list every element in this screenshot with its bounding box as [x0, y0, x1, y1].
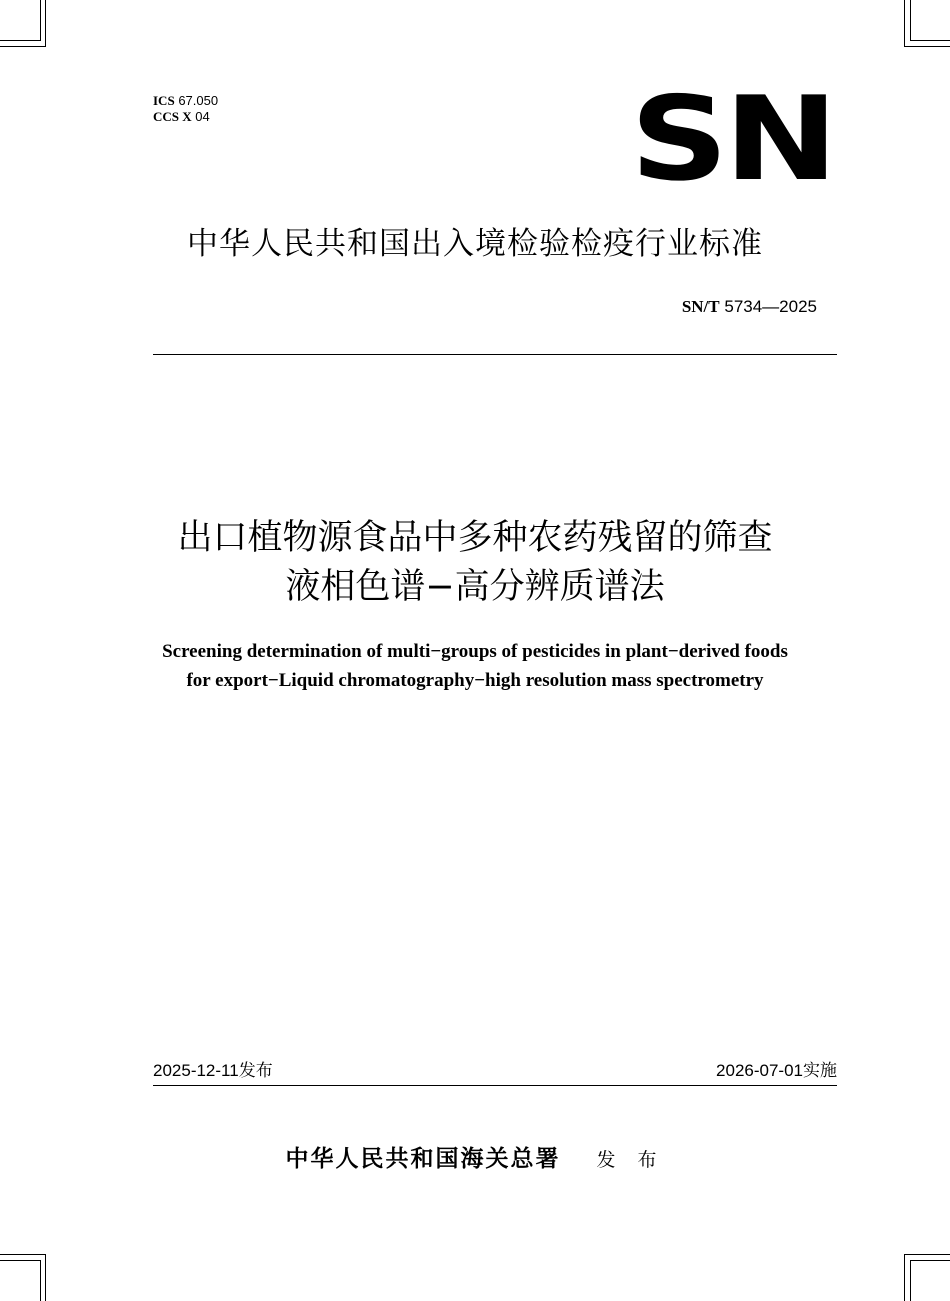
en-title-line-1: Screening determination of multi−groups of pesticides in plant−derived foods [162, 641, 788, 662]
classification-codes [153, 93, 218, 125]
standard-category: 中华人民共和国出入境检验检疫行业标准 [187, 226, 763, 262]
top-divider [153, 354, 837, 355]
cn-title-line-2: 液相色谱−高分辨质谱法 [285, 567, 665, 607]
en-title-line-2: for export−Liquid chromatography−high resolution mass spectrometry [186, 670, 764, 691]
ccs-label: CCS X [153, 109, 192, 124]
sn-logo: SN [630, 72, 834, 207]
standard-number-prefix: SN/T [681, 297, 720, 316]
issuer-name: 中华人民共和国海关总署 [285, 1145, 561, 1172]
issuer [0, 1140, 950, 1173]
ics-label: ICS [153, 93, 175, 108]
ccs-code: 04 [195, 109, 210, 124]
cn-title-line-1: 出口植物源食品中多种农药残留的筛查 [177, 518, 773, 558]
standard-number [682, 297, 817, 317]
issuer-action: 发 布 [596, 1149, 665, 1171]
issue-date: 2025-12-11发布 [153, 1061, 273, 1080]
ccs-code-line [153, 109, 218, 125]
standard-number-value: 5734—2025 [724, 297, 817, 316]
ics-code: 67.050 [178, 93, 219, 108]
effective-date: 2026-07-01实施 [716, 1061, 837, 1080]
bottom-divider [153, 1085, 837, 1086]
ics-code-line [153, 93, 218, 109]
